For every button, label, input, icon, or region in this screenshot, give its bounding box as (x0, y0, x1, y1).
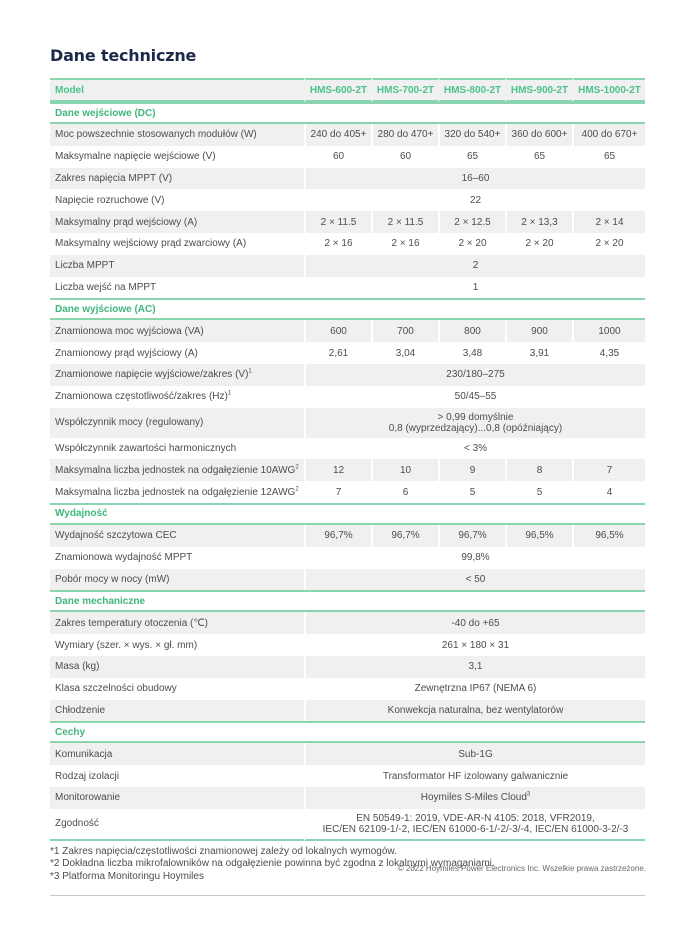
value-line: > 0,99 domyślnie (437, 411, 514, 423)
cell-value: 2 × 20 (505, 233, 572, 255)
row-label: Masa (kg) (50, 656, 304, 678)
header-model: HMS-800-2T (438, 78, 505, 102)
cell-value (304, 787, 645, 809)
cell-value: 230/180–275 (304, 364, 645, 386)
cell-value: 96,7% (371, 525, 438, 547)
cell-value: 3,1 (304, 656, 645, 678)
row-label: Wydajność szczytowa CEC (50, 525, 304, 547)
cell-value: 600 (304, 320, 371, 342)
table-row (50, 612, 645, 634)
header-model: HMS-1000-2T (572, 78, 645, 102)
cell-value: 50/45–55 (304, 386, 645, 408)
cell-value: 2 × 20 (438, 233, 505, 255)
row-label: Pobór mocy w nocy (mW) (50, 569, 304, 591)
cell-value: 900 (505, 320, 572, 342)
row-label: Wymiary (szer. × wys. × gł. mm) (55, 639, 198, 651)
cell-value: 7 (304, 481, 371, 503)
row-label: Komunikacja (50, 743, 304, 765)
table-row (50, 255, 645, 277)
row-label: Znamionowy prąd wyjściowy (A) (55, 347, 198, 359)
footnote-ref: 2 (295, 464, 299, 471)
cell-value: 320 do 540+ (438, 124, 505, 146)
cell-value: 2 × 11.5 (371, 211, 438, 233)
footnote: *3 Platforma Monitoringu Hoymiles (50, 870, 204, 882)
table-row (50, 408, 645, 438)
row-label: Maksymalny prąd wejściowy (A) (50, 211, 304, 233)
table-row (50, 189, 645, 211)
table-row (50, 233, 645, 255)
footnote-ref: 1 (248, 369, 252, 376)
cell-value (304, 809, 645, 841)
cell-value: 5 (438, 481, 505, 503)
row-label (50, 459, 304, 481)
table-header-row (50, 78, 645, 102)
cell-value: 2 × 11.5 (304, 211, 371, 233)
value-line: 0,8 (wyprzedzający)...0,8 (opóźniający) (388, 422, 563, 434)
table-row (50, 211, 645, 233)
cell-value: 10 (371, 459, 438, 481)
row-label: Maksymalny wejściowy prąd zwarciowy (A) (55, 238, 247, 250)
cell-value: 60 (304, 146, 371, 168)
cell-value: 99,8% (304, 547, 645, 569)
cell-value: 700 (371, 320, 438, 342)
cell-value: 3,04 (371, 342, 438, 364)
table-row (50, 569, 645, 591)
label-text: Znamionowa częstotliwość/zakres (Hz) (55, 391, 228, 403)
header-model-label: Model (50, 78, 304, 102)
cell-value: 65 (572, 146, 645, 168)
footnote: *2 Dokładna liczba mikrofalowników na odgałęzienie powinna być zgodna z lokalnymi wymaganiami. (50, 858, 495, 870)
cell-value: 2 × 13,3 (505, 211, 572, 233)
table-row (50, 364, 645, 386)
row-label: Współczynnik mocy (regulowany) (50, 408, 304, 438)
cell-value: 360 do 600+ (505, 124, 572, 146)
cell-value: 96,7% (304, 525, 371, 547)
row-label: Współczynnik zawartości harmonicznych (55, 442, 237, 454)
cell-value: 240 do 405+ (304, 124, 371, 146)
footer-divider (50, 895, 645, 896)
copyright: © 2022 Hoymiles Power Electronics Inc. Wszelkie prawa zastrzeżone. (397, 864, 646, 873)
cell-value: 400 do 670+ (572, 124, 645, 146)
footnote-ref: 1 (227, 390, 232, 397)
table-row (50, 700, 645, 722)
datasheet-page (50, 44, 645, 896)
row-label: Znamionowa moc wyjściowa (VA) (50, 320, 304, 342)
row-label: Moc powszechnie stosowanych modułów (W) (50, 124, 304, 146)
table-row (50, 547, 645, 569)
row-label: Chłodzenie (50, 700, 304, 722)
cell-value: 2 × 16 (304, 233, 371, 255)
section-header-ac (50, 298, 645, 320)
table-row (50, 438, 645, 460)
cell-value: < 3% (304, 438, 645, 460)
cell-value: 2 × 20 (572, 233, 645, 255)
cell-value: 16–60 (304, 168, 645, 190)
row-label: Liczba wejść na MPPT (55, 281, 157, 293)
row-label: Zakres napięcia MPPT (V) (50, 168, 304, 190)
cell-value: 96,7% (438, 525, 505, 547)
cell-value: 65 (505, 146, 572, 168)
cell-value: 280 do 470+ (371, 124, 438, 146)
cell-value: 9 (438, 459, 505, 481)
table-row (50, 481, 645, 503)
cell-value: 5 (505, 481, 572, 503)
cell-value: -40 do +65 (304, 612, 645, 634)
cell-value: Sub-1G (304, 743, 645, 765)
cell-value: Transformator HF izolowany galwanicznie (304, 765, 645, 787)
footnote-ref: 2 (295, 486, 299, 493)
row-label: Monitorowanie (50, 787, 304, 809)
cell-value: 96,5% (505, 525, 572, 547)
table-row (50, 743, 645, 765)
cell-value: 2 (304, 255, 645, 277)
table-row (50, 168, 645, 190)
cell-value: 4 (572, 481, 645, 503)
section-header-mechanical (50, 590, 645, 612)
table-row (50, 386, 645, 408)
table-row (50, 678, 645, 700)
cell-value: 6 (371, 481, 438, 503)
cell-value: 1 (304, 277, 645, 299)
row-label: Napięcie rozruchowe (V) (55, 194, 165, 206)
row-label: Znamionowa wydajność MPPT (55, 552, 193, 564)
table-row (50, 277, 645, 299)
table-row (50, 320, 645, 342)
section-title: Dane wyjściowe (AC) (50, 298, 645, 320)
cell-value: 7 (572, 459, 645, 481)
row-label: Zgodność (50, 809, 304, 841)
row-label: Maksymalne napięcie wejściowe (V) (55, 151, 216, 163)
value-line: EN 50549-1: 2019, VDE-AR-N 4105: 2018, VFR2019, (356, 812, 595, 824)
page-title: Dane techniczne (50, 46, 197, 65)
section-title: Dane wejściowe (DC) (50, 102, 645, 124)
section-title: Cechy (50, 721, 645, 743)
cell-value: 3,91 (505, 342, 572, 364)
footnote-ref: 3 (526, 791, 531, 798)
table-row (50, 765, 645, 787)
row-label (50, 364, 304, 386)
cell-value: Zewnętrzna IP67 (NEMA 6) (304, 678, 645, 700)
cell-value: 2,61 (304, 342, 371, 364)
value-text: Hoymiles S-Miles Cloud (420, 792, 527, 804)
table-row (50, 656, 645, 678)
row-label: Liczba MPPT (50, 255, 304, 277)
table-row (50, 634, 645, 656)
header-model: HMS-900-2T (505, 78, 572, 102)
cell-value: 8 (505, 459, 572, 481)
table-row (50, 525, 645, 547)
row-label (50, 481, 304, 503)
cell-value: 1000 (572, 320, 645, 342)
header-model: HMS-700-2T (371, 78, 438, 102)
section-header-features (50, 721, 645, 743)
value-line: IEC/EN 62109-1/-2, IEC/EN 61000-6-1/-2/-3/-4, IEC/EN 61000-3-2/-3 (322, 823, 629, 835)
cell-value: 261 × 180 × 31 (304, 634, 645, 656)
cell-value: 12 (304, 459, 371, 481)
section-title: Dane mechaniczne (50, 590, 645, 612)
cell-value: 2 × 12.5 (438, 211, 505, 233)
section-header-dc (50, 102, 645, 124)
cell-value: 3,48 (438, 342, 505, 364)
table-row (50, 342, 645, 364)
spec-table (50, 78, 645, 841)
row-label: Zakres temperatury otoczenia (℃) (50, 612, 304, 634)
row-label: Klasa szczelności obudowy (55, 683, 177, 695)
label-text: Maksymalna liczba jednostek na odgałęzienie 12AWG (55, 486, 296, 498)
label-text: Znamionowe napięcie wyjściowe/zakres (V) (55, 369, 249, 381)
cell-value: 60 (371, 146, 438, 168)
cell-value: 2 × 16 (371, 233, 438, 255)
cell-value: 2 × 14 (572, 211, 645, 233)
cell-value (304, 408, 645, 438)
table-row (50, 787, 645, 809)
section-title: Wydajność (50, 503, 645, 525)
table-row (50, 459, 645, 481)
cell-value: Konwekcja naturalna, bez wentylatorów (304, 700, 645, 722)
cell-value: 96,5% (572, 525, 645, 547)
label-text: Maksymalna liczba jednostek na odgałęzienie 10AWG (55, 464, 296, 476)
row-label (50, 386, 304, 408)
table-row (50, 809, 645, 841)
cell-value: 800 (438, 320, 505, 342)
table-row (50, 146, 645, 168)
row-label: Rodzaj izolacji (55, 770, 119, 782)
footnote: *1 Zakres napięcia/częstotliwości znamionowej zależy od lokalnych wymogów. (50, 845, 397, 857)
cell-value: 65 (438, 146, 505, 168)
cell-value: 22 (304, 189, 645, 211)
table-row (50, 124, 645, 146)
cell-value: < 50 (304, 569, 645, 591)
cell-value: 4,35 (572, 342, 645, 364)
section-header-efficiency (50, 503, 645, 525)
header-model: HMS-600-2T (304, 78, 371, 102)
